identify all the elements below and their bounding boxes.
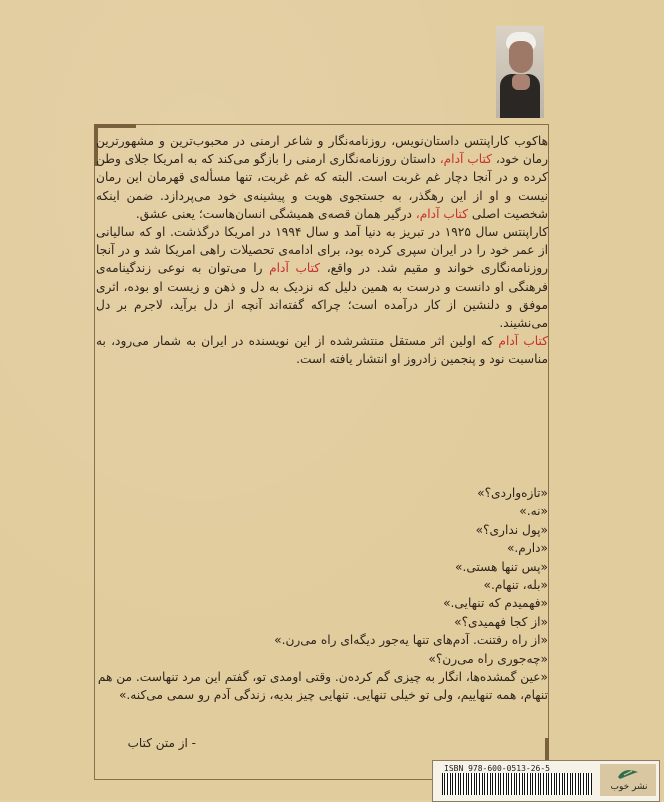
dialogue-line: «نه.»	[519, 504, 548, 519]
barcode	[442, 773, 592, 795]
author-hand	[512, 74, 530, 90]
dialogue-line: «بله، تنهام.»	[483, 578, 548, 593]
dialogue-line: «تازه‌واردی؟»	[477, 486, 548, 500]
description-paragraph-2	[96, 223, 548, 332]
isbn-text: ISBN 978-600-0513-26-5	[444, 764, 550, 773]
description-paragraph-3	[96, 332, 548, 368]
source-note: - از متن کتاب	[127, 736, 196, 750]
dialogue-excerpt	[96, 484, 548, 754]
book-description	[96, 132, 548, 468]
description-text: که اولین اثر مستقل منتشرشده از این نویسنده در ایران به شمار می‌رود، به مناسبت نود و پنجمین زادروز او انتشار یافته است.	[96, 334, 548, 367]
dialogue-line: «پس تنها هستی.»	[454, 559, 548, 574]
dialogue-line: «از راه رفتنت. آدم‌های تنها یه‌جور دیگه‌ای راه می‌رن.»	[274, 633, 548, 648]
publisher-name: نشر خوب	[610, 782, 648, 792]
publisher-logo-icon	[616, 767, 640, 781]
dialogue-line: «دارم.»	[506, 541, 548, 556]
description-text: درگیر همان قصه‌ی همیشگی انسان‌هاست؛ یعنی عشق.	[135, 206, 416, 221]
dialogue-line: «فهمیدم که تنهایی.»	[443, 596, 548, 611]
description-text: داستان روزنامه‌نگاری ارمنی را بازگو می‌کند که به امریکا جلای وطن کرده و در آنجا دچار غم غربت است. البته که غم غربت، تنها مسأله‌ی قهرمان این رمان نیست و او از این رهگذر، به جستجوی هویت و پیشینه‌ی خود می‌پردازد. ضمن اینکه شخصیت اصلی	[96, 152, 548, 221]
description-text: را می‌توان به نوعی زندگینامه‌ی فرهنگی او دانست و درست به همین دلیل که نزدیک به دل و ذهن و زیست او بوده، اثری موفق و دلنشین از کار درآمده است؛ چراکه گفته‌اند آنچه از دل برآید، لاجرم بر دل می‌نشیند.	[96, 261, 548, 331]
description-text: هاکوب کاراپنتس داستان‌نویس، روزنامه‌نگار و شاعر ارمنی در محبوب‌ترین و مشهورترین رمان خود،	[96, 134, 548, 167]
description-text: کاراپنتس سال ۱۹۲۵ در تبریز به دنیا آمد و سال ۱۹۹۴ در امریکا درگذشت. او که سالیانی از عمر خود را در ایران سپری کرده بود، برای ادامه‌ی تحصیلات راهی امریکا شد و در آنجا روزنامه‌نگاری خواند و مقیم شد. در واقع،	[96, 225, 548, 276]
description-paragraph-1	[96, 132, 548, 223]
dialogue-line: «عین گمشده‌ها، انگار به چیزی گم کرده‌ن. وقتی اومدی تو، گفتم این مرد تنهاست. من هم تنهام، همه تنهاییم، ولی تو خیلی تنهایی. تنهایی چیز بدیه، زندگی آدم رو سمی می‌کنه.»	[97, 670, 548, 703]
dialogue-line: «از کجا فهمیدی؟»	[454, 614, 548, 629]
dialogue-line: «چه‌جوری راه می‌رن؟»	[428, 651, 548, 666]
book-title-mention: کتاب آدام،	[415, 206, 469, 221]
book-title-mention: کتاب آدام،	[439, 152, 492, 167]
author-face	[509, 41, 533, 73]
dialogue-line: «پول نداری؟»	[475, 522, 548, 537]
book-title-mention: کتاب آدام	[498, 334, 548, 349]
book-title-mention: کتاب آدام	[269, 261, 321, 276]
author-photo	[496, 26, 544, 118]
